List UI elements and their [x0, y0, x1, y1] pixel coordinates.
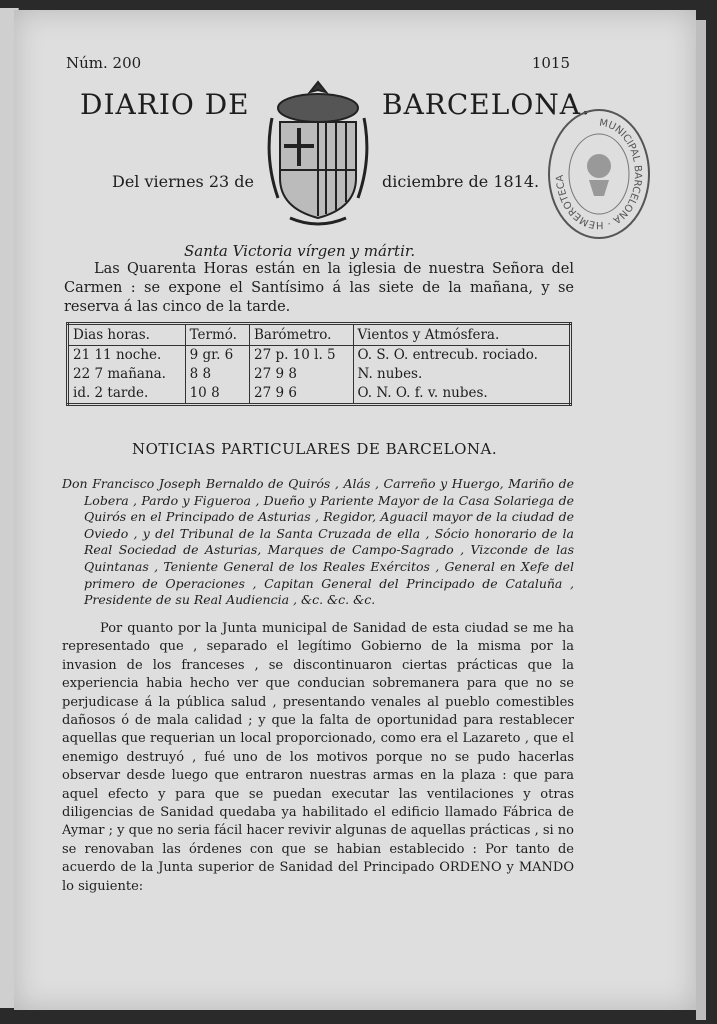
- date-right: diciembre de 1814.: [382, 172, 540, 191]
- cell: N. nubes.: [357, 366, 423, 382]
- col-termometro: Termó.: [185, 324, 249, 346]
- stamp-ring-text: MUNICIPAL BARCELONA · HEMEROTECA: [554, 117, 644, 231]
- cell: 22 7 mañana.: [68, 365, 186, 384]
- table-row: [68, 384, 571, 405]
- hemeroteca-stamp-icon: [544, 104, 654, 244]
- decree-text: Don Francisco Joseph Bernaldo de Quirós , Alás , Carreño y Huergo, Mariño de Lobera , Pardo y Figueroa , Dueño y Pariente Mayor de la Casa Solariega de Quirós en el Principado de Asturias , Regidor, Aguacil mayor de la ciudad de Oviedo , y del Tribunal de la Santa Cruzada de ella , Sócio honorario de la Real Sociedad de Asturias, Marques de Campo-Sagrado , Vizconde de las Quintanas , Teniente General de los Reales Exércitos , General en Xefe del primero de Operaciones , Capitan General del Principado de Cataluña , Presidente de su Real Audiencia , &c. &c. &c.: [62, 476, 574, 608]
- date-left: Del viernes 23 de: [112, 172, 254, 191]
- body-paragraph: [62, 620, 574, 896]
- newspaper-page: [14, 10, 696, 1010]
- issue-number: Núm. 200: [66, 54, 142, 72]
- cell: 10 8: [185, 384, 249, 405]
- saint-of-the-day: Santa Victoria vírgen y mártir.: [184, 242, 416, 260]
- table-row: [68, 365, 571, 384]
- cell: id. 2 tarde.: [68, 384, 186, 405]
- weather-table: [66, 322, 572, 406]
- masthead-title-right: BARCELONA.: [382, 88, 591, 121]
- news-section-heading: NOTICIAS PARTICULARES DE BARCELONA.: [132, 440, 498, 458]
- col-dias-horas: Dias horas.: [68, 324, 186, 346]
- col-barometro: Barómetro.: [249, 324, 353, 346]
- page-edge: [696, 20, 706, 1020]
- body-text: Por quanto por la Junta municipal de Sanidad de esta ciudad se me ha representado que , separado el legítimo Gobierno de la misma por la invasion de los franceses , se discontinuaron ciertas prácticas que la experiencia habia hecho ver que conducian sobremanera para que no se perjudicase á la pública salud , presentando venales al pueblo comestibles dañosos ó de mala calidad ; y que la falta de oportunidad para restablecer aquellas que requerian un local proporcionado, como era el Lazareto , que el enemigo destruyó , fué uno de los motivos porque no se pudo hacerlas observar desde luego que entraron nuestras armas en la plaza : que para aquel efecto y para que se puedan executar las ventilaciones y otras diligencias de Sanidad quedaba ya habilitado el edificio llamado Fábrica de Aymar ; y que no seria fácil hacer revivir algunas de aquellas prácticas , si no se renovaban las órdenes con que se habian establecido : Por tanto de acuerdo de la Junta superior de Sanidad del Principado ORDENO y MANDO lo siguiente:: [62, 621, 574, 894]
- table-row: [68, 346, 571, 366]
- col-vientos: Vientos y Atmósfera.: [353, 324, 571, 346]
- intro-paragraph: [64, 260, 574, 317]
- cell: 21 11 noche.: [68, 346, 186, 366]
- cell: 27 9 8: [249, 365, 353, 384]
- cell: O. N. O. f. v. nubes.: [357, 385, 488, 401]
- cell: O. S. O. entrecub. rociado.: [357, 347, 538, 363]
- barcelona-coat-of-arms-icon: [260, 78, 376, 228]
- masthead-title-left: DIARIO DE: [80, 88, 250, 121]
- cell: 9 gr. 6: [185, 346, 249, 366]
- cell: 8 8: [185, 365, 249, 384]
- cell: 27 9 6: [249, 384, 353, 405]
- page-number: 1015: [531, 54, 570, 72]
- weather-header-row: [68, 324, 571, 346]
- cell: 27 p. 10 l. 5: [249, 346, 353, 366]
- intro-text: Las Quarenta Horas están en la iglesia de nuestra Señora del Carmen : se expone el Santísimo á las siete de la mañana, y se reserva á las cinco de la tarde.: [64, 261, 574, 315]
- decree-preamble: [62, 476, 574, 609]
